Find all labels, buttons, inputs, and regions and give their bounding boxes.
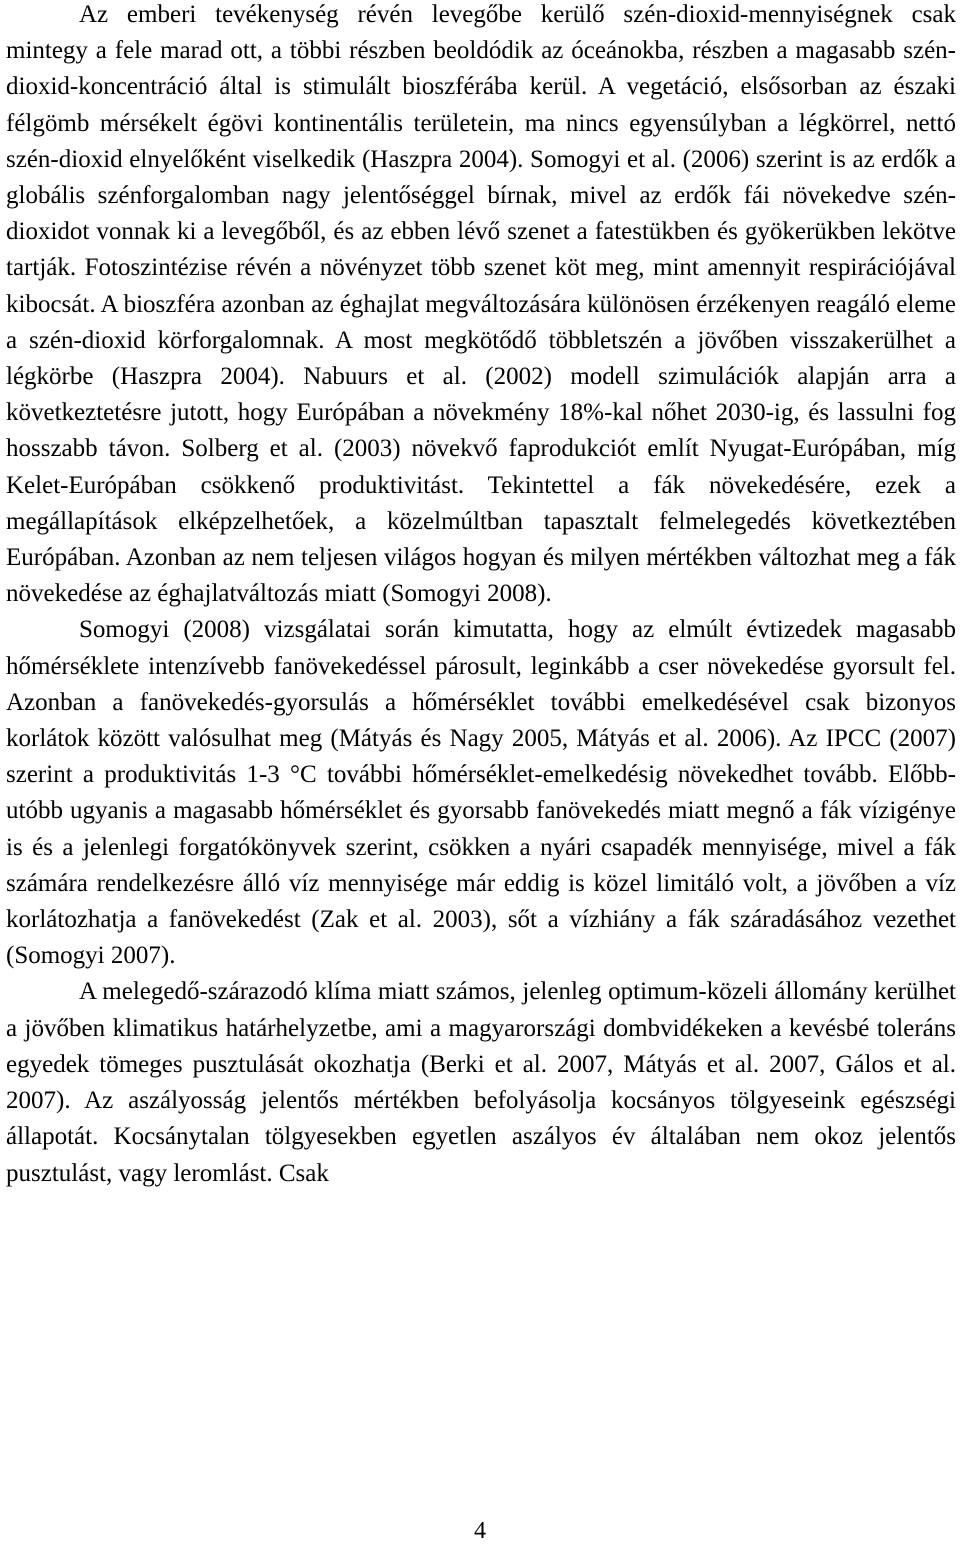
paragraph-3: A melegedő-szárazodó klíma miatt számos, jelenleg optimum-közeli állomány kerülhet a jövőben klimatikus határhelyzetbe, ami a magyarországi dombvidékeken a kevésbé toleráns egyedek tömeges pusztulását okozhatja (Berki et al. 2007, Mátyás et al. 2007, Gálos et al. 2007). Az aszályosság jelentős mértékben befolyásolja kocsányos tölgyeseink egészségi állapotát. Kocsánytalan tölgyesekben egyetlen aszályos év általában nem okoz jelentős pusztulást, vagy leromlást. Csak	[6, 978, 956, 1187]
page-number: 4	[474, 1518, 486, 1544]
body-text	[6, 0, 956, 1192]
paragraph-2: Somogyi (2008) vizsgálatai során kimutatta, hogy az elmúlt évtizedek magasabb hőmérséklete intenzívebb fanövekedéssel párosult, leginkább a cser növekedése gyorsult fel. Azonban a fanövekedés-gyorsulás a hőmérséklet további emelkedésével csak bizonyos korlátok között valósulhat meg (Mátyás és Nagy 2005, Mátyás et al. 2006). Az IPCC (2007) szerint a produktivitás 1-3 °C további hőmérséklet-emelkedésig növekedhet tovább. Előbb-utóbb ugyanis a magasabb hőmérséklet és gyorsabb fanövekedés miatt megnő a fák vízigénye is és a jelenlegi forgatókönyvek szerint, csökken a nyári csapadék mennyisége, mivel a fák számára rendelkezésre álló víz mennyisége már eddig is közel limitáló volt, a jövőben a víz korlátozhatja a fanövekedést (Zak et al. 2003), sőt a vízhiány a fák száradásához vezethet (Somogyi 2007).	[6, 616, 956, 970]
paragraph-1: Az emberi tevékenység révén levegőbe kerülő szén-dioxid-mennyiségnek csak mintegy a fele marad ott, a többi részben beoldódik az óceánokba, részben a magasabb szén-dioxid-koncentráció által is stimulált bioszférába kerül. A vegetáció, elsősorban az északi félgömb mérsékelt égövi kontinentális területein, ma nincs egyensúlyban a légkörrel, nettó szén-dioxid elnyelőként viselkedik (Haszpra 2004). Somogyi et al. (2006) szerint is az erdők a globális szénforgalomban nagy jelentőséggel bírnak, mivel az erdők fái növekedve szén-dioxidot vonnak ki a levegőből, és az ebben lévő szenet a fatestükben és gyökerükben lekötve tartják. Fotoszintézise révén a növényzet több szenet köt meg, mint amennyit respirációjával kibocsát. A bioszféra azonban az éghajlat megváltozására különösen érzékenyen reagáló eleme a szén-dioxid körforgalomnak. A most megkötődő többletszén a jövőben visszakerülhet a légkörbe (Haszpra 2004). Nabuurs et al. (2002) modell szimulációk alapján arra a következtetésre jutott, hogy Európában a növekmény 18%-kal nőhet 2030-ig, és lassulni fog hosszabb távon. Solberg et al. (2003) növekvő faprodukciót említ Nyugat-Európában, míg Kelet-Európában csökkenő produktivitást. Tekintettel a fák növekedésére, ezek a megállapítások elképzelhetőek, a közelmúltban tapasztalt felmelegedés következtében Európában. Azonban az nem teljesen világos hogyan és milyen mértékben változhat meg a fák növekedése az éghajlatváltozás miatt (Somogyi 2008).	[6, 1, 956, 608]
